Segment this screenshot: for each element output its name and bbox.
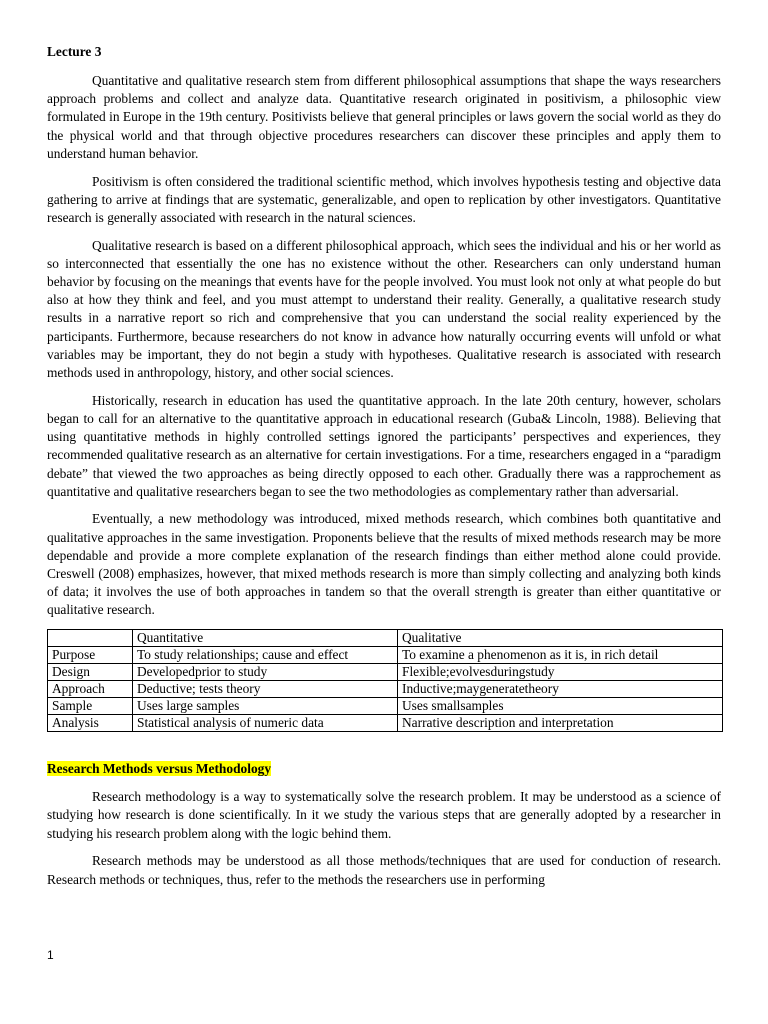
table-row: [48, 647, 723, 664]
table-cell: Flexible;evolvesduringstudy: [398, 664, 723, 681]
page-number: 1: [47, 948, 54, 962]
paragraph-research-methodology: Research methodology is a way to systematically solve the research problem. It may be understood as a science of studying how research is done scientifically. In it we study the various steps that are generally adopted by a researcher in studying his research problem along with the logic behind them.: [47, 789, 721, 841]
table-cell: Deductive; tests theory: [133, 681, 398, 698]
table-header-cell: Quantitative: [133, 630, 398, 647]
table-cell: Developedprior to study: [133, 664, 398, 681]
table-row: [48, 715, 723, 732]
table-cell: Sample: [48, 698, 133, 715]
table-row: [48, 664, 723, 681]
paragraph-research-methods: Research methods may be understood as all those methods/techniques that are used for conduction of research. Research methods or techniques, thus, refer to the methods the researchers use in performing: [47, 853, 721, 887]
table-header-cell: [48, 630, 133, 647]
table-cell: Analysis: [48, 715, 133, 732]
table-cell: Purpose: [48, 647, 133, 664]
table-cell: Design: [48, 664, 133, 681]
table-row: [48, 681, 723, 698]
comparison-table: [47, 629, 723, 732]
paragraph-history: Historically, research in education has used the quantitative approach. In the late 20th century, however, scholars began to call for an alternative to the quantitative approach in educational research (Guba& Lincoln, 1988). Believing that using quantitative methods in highly controlled settings ignored the participants’ perspectives and experiences, they recommended qualitative research as an alternative for certain investigations. For a time, researchers engaged in a “paradigm debate” that viewed the two approaches as being directly opposed to each other. Gradually there was a rapprochement as quantitative and qualitative researchers began to see the two methodologies as complementary rather than adversarial.: [47, 392, 721, 499]
table-cell: To study relationships; cause and effect: [133, 647, 398, 664]
lecture-title: Lecture 3: [47, 44, 102, 59]
paragraph-quant-qual-origins: Quantitative and qualitative research stem from different philosophical assumptions that shape the ways researchers approach problems and collect and analyze data. Quantitative research originated in positivism, a philosophic view formulated in Europe in the 19th century. Positivists believe that general principles or laws govern the social world as they do the physical world and that through objective procedures researchers can discover these principles and apply them to understand human behavior.: [47, 73, 721, 161]
paragraph-mixed-methods: Eventually, a new methodology was introduced, mixed methods research, which combines both quantitative and qualitative approaches in the same investigation. Proponents believe that the results of mixed methods research may be more dependable and provide a more complete explanation of the research findings than either method alone could provide. Creswell (2008) emphasizes, however, that mixed methods research is more than simply collecting and analyzing both kinds of data; it involves the use of both approaches in tandem so that the overall strength is greater than either quantitative or qualitative research.: [47, 511, 721, 618]
table-cell: Inductive;maygeneratetheory: [398, 681, 723, 698]
table-row: [48, 698, 723, 715]
table-header-cell: Qualitative: [398, 630, 723, 647]
table-cell: Narrative description and interpretation: [398, 715, 723, 732]
table-cell: Statistical analysis of numeric data: [133, 715, 398, 732]
table-cell: Uses large samples: [133, 698, 398, 715]
paragraph-qualitative: Qualitative research is based on a different philosophical approach, which sees the individual and his or her world as so interconnected that essentially the one has no existence without the other. Researchers can only understand human behavior by focusing on the meanings that events have for the people involved. You must look not only at what people do but also at how they think and feel, and you must attempt to understand their reality. Generally, a qualitative research study results in a narrative report so rich and comprehensive that you can understand the social reality experienced by the participants. Furthermore, because researchers do not know in advance how naturally occurring events will unfold or what variables may be important, they do not begin a study with hypotheses. Qualitative research is associated with research methods used in anthropology, history, and other social sciences.: [47, 237, 721, 381]
table-cell: Approach: [48, 681, 133, 698]
table-header-row: [48, 630, 723, 647]
table-cell: Uses smallsamples: [398, 698, 723, 715]
section-heading: [47, 760, 721, 778]
section-heading-highlight: Research Methods versus Methodology: [47, 761, 272, 777]
table-cell: To examine a phenomenon as it is, in rich detail: [398, 647, 723, 664]
paragraph-positivism: Positivism is often considered the traditional scientific method, which involves hypothesis testing and objective data gathering to arrive at findings that are systematic, generalizable, and open to replication by other investigators. Quantitative research is generally associated with research in the natural sciences.: [47, 173, 721, 225]
document-page: [47, 43, 721, 898]
